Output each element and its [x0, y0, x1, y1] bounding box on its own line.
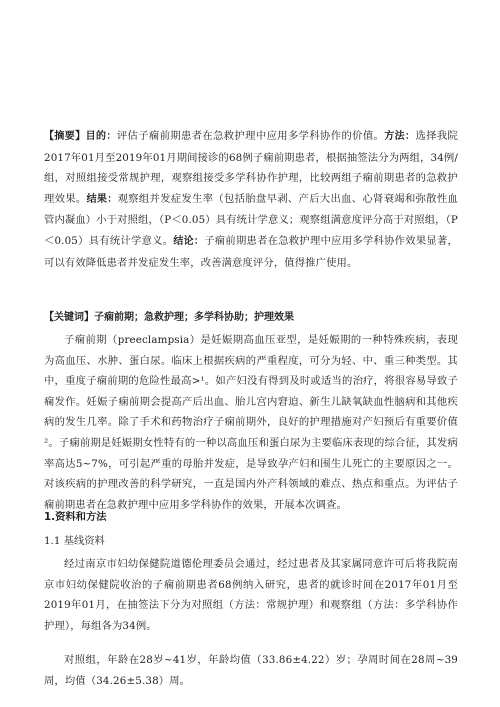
intro-paragraph: 子痫前期（preeclampsia）是妊娠期高血压亚型，是妊娠期的一种特殊疾病，表现为高血压、水肿、蛋白尿。临床上根据疾病的严重程度，可分为轻、中、重三种类型。其中，重度子痫前期的危险性最高>¹。如产妇没有得到及时或适当的治疗，将很容易导致子痫发作。妊娠子痫前期会提高产后出血、胎儿宫内窘迫、新生儿缺氧缺血性脑病和其他疾病的发生几率。除了手术和药物治疗子痫前期外，良好的护理措施对产妇预后有重要价值²。子痫前期是妊娠期女性特有的一种以高血压和蛋白尿为主要临床表现的综合征，其发病率高达5~7%，可引起严重的母胎并发症，是导致孕产妇和围生儿死亡的主要原因之一。对该疾病的护理改善的科学研究，一直是国内外产科领域的难点、热点和重点。为评估子痫前期患者在急救护理中应用多学科协作的效果，开展本次调查。	[44, 334, 458, 511]
subsection-heading: 1.1 基线资料	[44, 535, 105, 547]
conclusion-text: 子痫前期患者在急救护理中应用多学科协作效果显著，可以有效降低患者并发症发生率，改善满意度评分，值得推广使用。	[44, 234, 459, 269]
result-text: 观察组并发症发生率（包括胎盘早剥、产后大出血、心肾衰竭和弥散性血管内凝血）小于对照组，（P＜0.05）具有统计学意义；观察组满意度评分高于对照组，（P＜0.05）具有统计学意义。	[44, 192, 458, 247]
method-text: 选择我院2017年01月至2019年01月期间接诊的68例子痫前期患者，根据抽签法分为两组，34例/组，对照组接受常规护理，观察组接受多学科协作护理，比较两组子痫前期患者的急救护理效果。	[44, 130, 458, 205]
abstract-paragraph	[44, 126, 458, 273]
control-group-paragraph: 对照组，年龄在28岁~41岁，年龄均值（33.86±4.22）岁；孕周时间在28周~39周，均值（34.26±5.38）周。	[44, 654, 458, 687]
purpose-text: 评估子痫前期患者在急救护理中应用多学科协作的价值。	[116, 130, 385, 142]
method-label: 方法：	[384, 131, 416, 142]
purpose-label: 目的：	[85, 131, 117, 142]
keywords-label: 【关键词】	[44, 312, 94, 323]
baseline-paragraph: 经过南京市妇幼保健院道德伦理委员会通过，经过患者及其家属同意许可后将我院南京市妇幼保健院收治的子痫前期患者68例纳入研究，患者的就诊时间在2017年01月至2019年01月，在抽签法下分为对照组（方法：常规护理）和观察组（方法：多学科协作护理），每组各为34例。	[44, 558, 458, 632]
section-heading: 1.资料和方法	[44, 511, 107, 523]
conclusion-label: 结论：	[173, 235, 205, 247]
result-label: 结果：	[86, 193, 118, 205]
abstract-label: 【摘要】	[44, 131, 86, 142]
keywords-text: 子痫前期；急救护理；多学科协助；护理效果	[94, 312, 294, 323]
keywords-row	[44, 307, 458, 329]
